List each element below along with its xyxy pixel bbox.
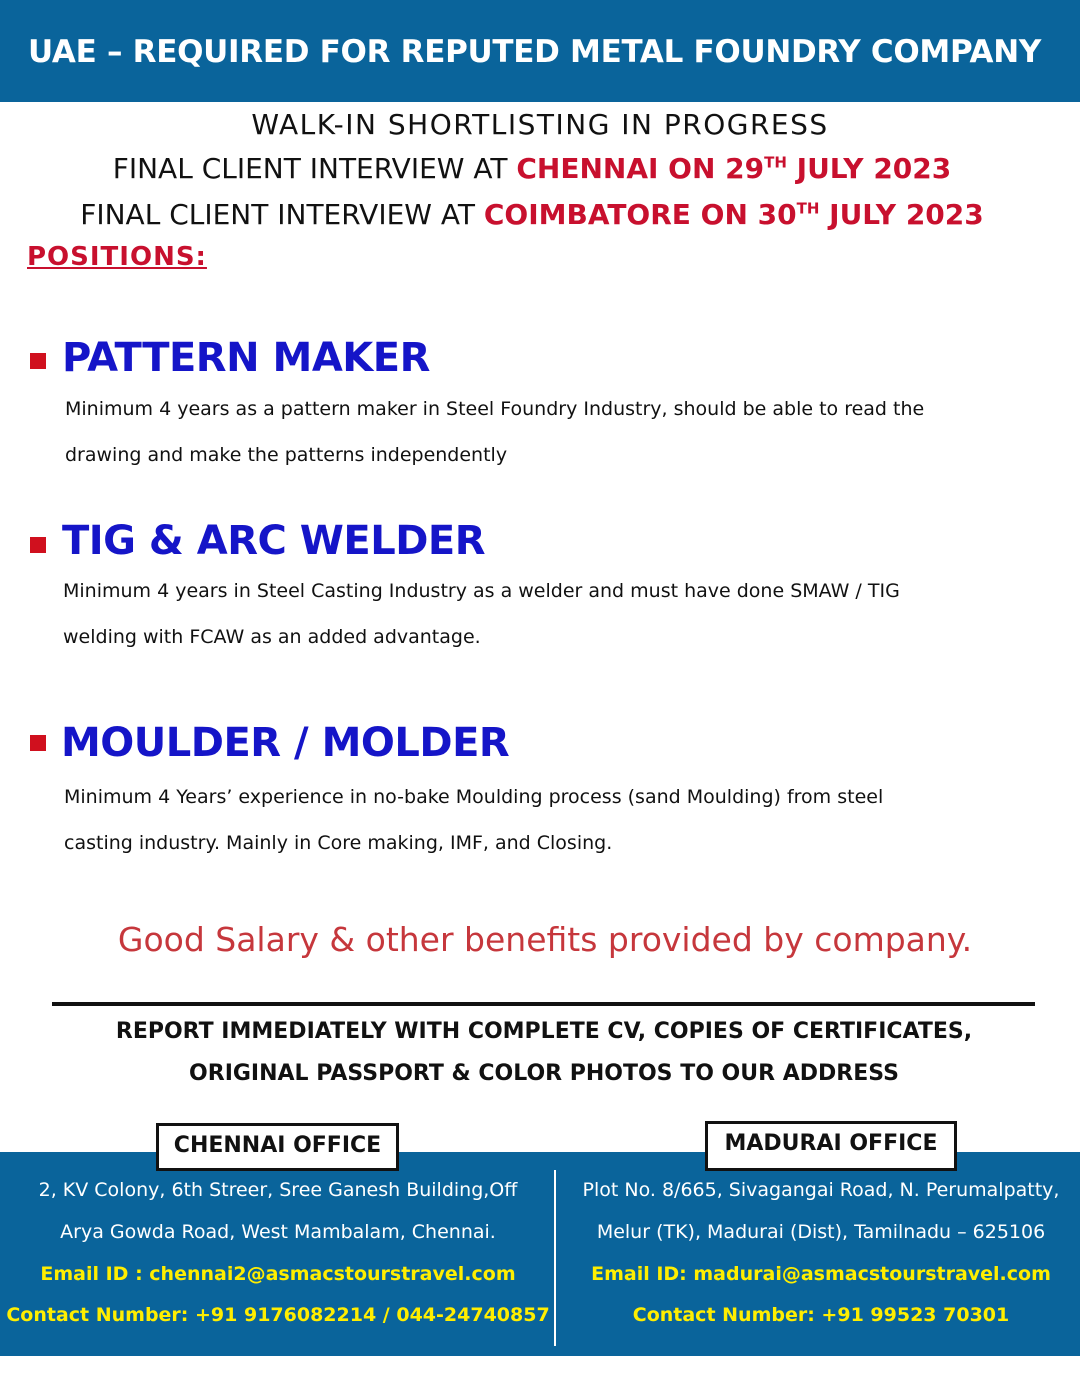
report-instructions-line2: ORIGINAL PASSPORT & COLOR PHOTOS TO OUR ADDRESS — [189, 1061, 899, 1086]
walkin-notice: WALK-IN SHORTLISTING IN PROGRESS — [251, 108, 829, 141]
interview-line-coimbatore — [0, 198, 1072, 231]
header-banner — [0, 0, 1080, 102]
madurai-contact-number[interactable]: Contact Number: +91 99523 70301 — [632, 1304, 1010, 1326]
interview-coimbatore-sup: TH — [796, 199, 820, 218]
position-title-pattern-maker: PATTERN MAKER — [62, 335, 430, 381]
desc-line: Minimum 4 Years’ experience in no-bake Moulding process (sand Moulding) from steel — [64, 786, 884, 808]
chennai-address-line2: Arya Gowda Road, West Mambalam, Chennai. — [60, 1221, 496, 1243]
square-bullet-icon — [30, 735, 46, 751]
position-title-welder: TIG & ARC WELDER — [62, 518, 486, 564]
interview-chennai-date-b: JULY 2023 — [786, 152, 952, 185]
position-desc-moulder — [64, 774, 1054, 866]
desc-line: drawing and make the patterns independently — [65, 444, 508, 466]
interview-prefix: FINAL CLIENT INTERVIEW AT — [112, 152, 517, 185]
positions-heading: POSITIONS: — [27, 242, 207, 272]
desc-line: casting industry. Mainly in Core making, IMF, and Closing. — [64, 832, 613, 854]
chennai-email[interactable]: Email ID : chennai2@asmacstourstravel.com — [40, 1263, 516, 1285]
square-bullet-icon — [30, 353, 46, 369]
desc-line: Minimum 4 years as a pattern maker in Steel Foundry Industry, should be able to read the — [65, 398, 925, 420]
interview-chennai-date-a: CHENNAI ON 29 — [516, 152, 765, 185]
chennai-address-line1: 2, KV Colony, 6th Streer, Sree Ganesh Building,Off — [38, 1179, 518, 1201]
interview-chennai-date — [516, 152, 951, 185]
square-bullet-icon — [30, 537, 46, 553]
position-desc-pattern-maker — [65, 386, 1055, 478]
madurai-office-label: MADURAI OFFICE — [705, 1121, 957, 1171]
salary-note: Good Salary & other benefits provided by company. — [117, 920, 973, 959]
position-title-moulder: MOULDER / MOLDER — [61, 720, 510, 766]
madurai-address-line1: Plot No. 8/665, Sivagangai Road, N. Perumalpatty, — [582, 1179, 1060, 1201]
interview-prefix: FINAL CLIENT INTERVIEW AT — [80, 198, 484, 231]
report-instructions-line1: REPORT IMMEDIATELY WITH COMPLETE CV, COPIES OF CERTIFICATES, — [115, 1019, 973, 1044]
interview-chennai-sup: TH — [764, 153, 787, 172]
interview-coimbatore-date-a: COIMBATORE ON 30 — [483, 198, 797, 231]
madurai-address-line2: Melur (TK), Madurai (Dist), Tamilnadu – 625106 — [596, 1221, 1046, 1243]
interview-coimbatore-date-b: JULY 2023 — [819, 198, 984, 231]
divider-rule — [52, 1002, 1035, 1006]
desc-line: welding with FCAW as an added advantage. — [63, 626, 481, 648]
interview-line-chennai — [0, 152, 1072, 185]
position-desc-welder — [63, 568, 1053, 660]
desc-line: Minimum 4 years in Steel Casting Industry as a welder and must have done SMAW / TIG — [63, 580, 900, 602]
interview-coimbatore-date — [484, 198, 984, 231]
chennai-contact-number[interactable]: Contact Number: +91 9176082214 / 044-24740857 — [6, 1304, 550, 1326]
madurai-email[interactable]: Email ID: madurai@asmacstourstravel.com — [591, 1263, 1051, 1285]
chennai-office-label: CHENNAI OFFICE — [156, 1123, 399, 1171]
header-title: UAE – REQUIRED FOR REPUTED METAL FOUNDRY COMPANY — [28, 34, 1042, 70]
